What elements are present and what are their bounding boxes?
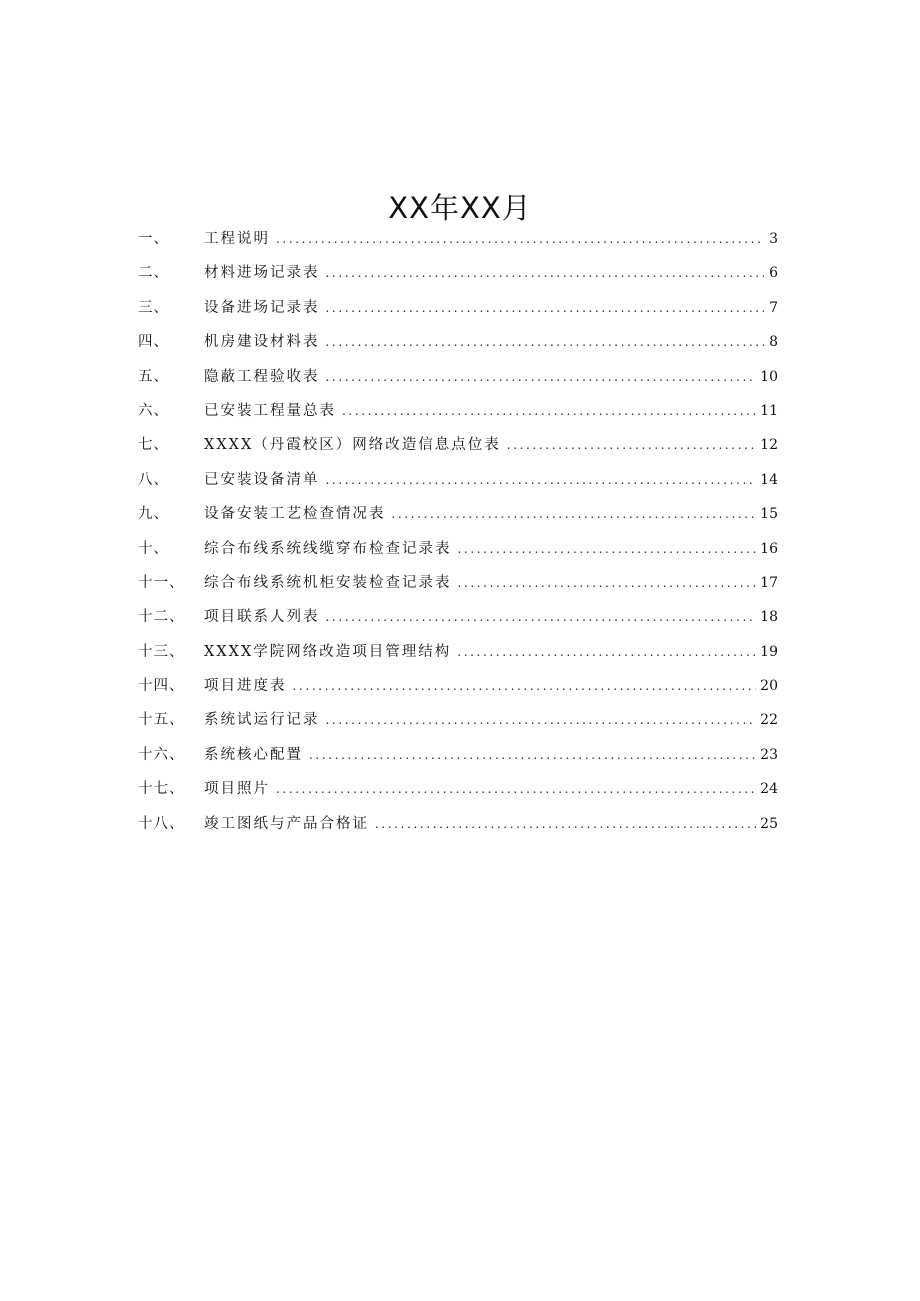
toc-entry-page: 25	[760, 815, 778, 832]
toc-entry-number: 五、	[138, 368, 169, 385]
toc-entry-page: 16	[760, 540, 778, 557]
toc-dot-leader	[326, 325, 765, 359]
toc-entry-label: 项目进度表	[204, 678, 287, 695]
page-title: XX年XX月	[388, 191, 532, 225]
toc-entry-number: 十三、	[138, 643, 185, 660]
toc-dot-leader	[326, 360, 757, 394]
toc-entry-label: 设备安装工艺检查情况表	[204, 506, 386, 523]
toc-entry[interactable]	[138, 669, 778, 703]
toc-entry-label: 项目联系人列表	[204, 609, 320, 626]
toc-entry-label: 已安装工程量总表	[204, 402, 336, 419]
toc-entry-number: 六、	[138, 402, 169, 419]
toc-dot-leader	[457, 635, 756, 669]
toc-entry-label: 工程说明	[204, 231, 270, 247]
toc-entry-number: 十、	[138, 540, 169, 557]
toc-entry[interactable]	[138, 566, 778, 600]
toc-entry-page: 17	[760, 574, 778, 591]
toc-entry-page: 20	[760, 678, 778, 695]
toc-entry-page: 7	[769, 299, 778, 316]
toc-entry-page: 12	[760, 437, 778, 454]
toc-entry[interactable]	[138, 772, 778, 806]
toc-entry-page: 22	[760, 712, 778, 729]
toc-dot-leader	[326, 256, 765, 290]
toc-dot-leader	[276, 222, 764, 256]
toc-entry-number: 七、	[138, 437, 169, 454]
toc-entry[interactable]	[138, 428, 778, 462]
toc-entry-page: 10	[760, 368, 778, 385]
toc-entry-page: 19	[760, 643, 778, 660]
toc-entry-number: 四、	[138, 334, 169, 351]
toc-entry-page: 11	[760, 402, 778, 419]
toc-entry-label: XXXX学院网络改造项目管理结构	[204, 643, 452, 660]
toc-entry-label: 系统核心配置	[204, 746, 303, 763]
toc-entry-label: 材料进场记录表	[204, 265, 320, 282]
toc-entry[interactable]	[138, 738, 778, 772]
toc-entry-page: 8	[769, 334, 778, 351]
toc-entry-number: 十一、	[138, 574, 185, 591]
toc-entry-number: 九、	[138, 506, 169, 523]
toc-dot-leader	[309, 738, 756, 772]
toc-entry-number: 十六、	[138, 746, 185, 763]
table-of-contents	[138, 222, 778, 841]
toc-dot-leader	[392, 497, 757, 531]
toc-entry-label: 隐蔽工程验收表	[204, 368, 320, 385]
toc-entry-label: 机房建设材料表	[204, 334, 320, 351]
toc-dot-leader	[326, 703, 757, 737]
toc-entry-page: 15	[760, 506, 778, 523]
toc-entry-page: 24	[760, 781, 778, 798]
toc-entry-number: 一、	[138, 231, 169, 247]
toc-entry-number: 八、	[138, 471, 169, 488]
toc-dot-leader	[276, 772, 756, 806]
toc-dot-leader	[375, 807, 756, 841]
toc-entry-label: 设备进场记录表	[204, 299, 320, 316]
toc-dot-leader	[458, 566, 757, 600]
toc-entry-number: 十八、	[138, 815, 185, 832]
toc-dot-leader	[326, 463, 757, 497]
toc-entry[interactable]	[138, 497, 778, 531]
toc-entry[interactable]	[138, 635, 778, 669]
toc-dot-leader	[342, 394, 756, 428]
toc-entry[interactable]	[138, 807, 778, 841]
toc-entry-number: 十四、	[138, 678, 185, 695]
toc-dot-leader	[458, 532, 757, 566]
toc-entry-number: 十二、	[138, 609, 185, 626]
toc-entry[interactable]	[138, 463, 778, 497]
toc-dot-leader	[326, 291, 765, 325]
toc-entry[interactable]	[138, 360, 778, 394]
toc-entry[interactable]	[138, 325, 778, 359]
toc-entry-number: 三、	[138, 299, 169, 316]
toc-entry-page: 3	[769, 231, 778, 247]
toc-entry-page: 18	[760, 609, 778, 626]
toc-entry[interactable]	[138, 703, 778, 737]
toc-entry[interactable]	[138, 600, 778, 634]
toc-entry-label: 综合布线系统线缆穿布检查记录表	[204, 540, 452, 557]
toc-entry-label: 已安装设备清单	[204, 471, 320, 488]
toc-entry-number: 二、	[138, 265, 169, 282]
toc-entry-label: 综合布线系统机柜安装检查记录表	[204, 574, 452, 591]
toc-entry[interactable]	[138, 394, 778, 428]
toc-entry-number: 十五、	[138, 712, 185, 729]
toc-entry-number: 十七、	[138, 781, 185, 798]
toc-entry-label: 项目照片	[204, 781, 270, 798]
toc-entry-page: 14	[760, 471, 778, 488]
toc-entry[interactable]	[138, 222, 778, 256]
toc-dot-leader	[507, 428, 756, 462]
toc-dot-leader	[293, 669, 757, 703]
toc-dot-leader	[326, 600, 757, 634]
toc-entry[interactable]	[138, 532, 778, 566]
toc-entry-label: XXXX（丹霞校区）网络改造信息点位表	[204, 437, 501, 454]
toc-entry-label: 系统试运行记录	[204, 712, 320, 729]
toc-entry[interactable]	[138, 291, 778, 325]
toc-entry[interactable]	[138, 256, 778, 290]
toc-entry-page: 6	[769, 265, 778, 282]
toc-entry-page: 23	[760, 746, 778, 763]
toc-entry-label: 竣工图纸与产品合格证	[204, 815, 369, 832]
